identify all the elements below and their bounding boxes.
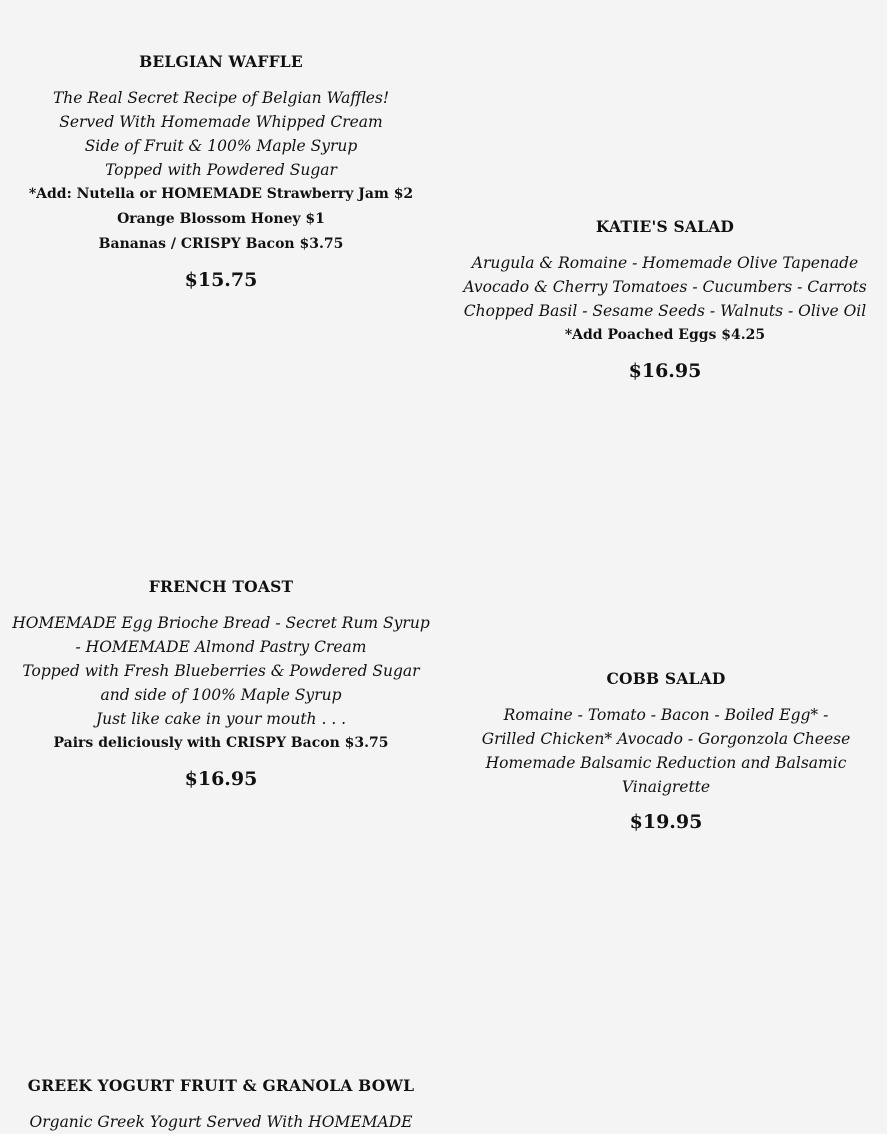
menu-item-katies-salad (443, 217, 887, 384)
description-line: HOMEMADE Egg Brioche Bread - Secret Rum Syrup (12, 614, 430, 632)
menu-item-title: BELGIAN WAFFLE (139, 52, 303, 71)
menu-item-greek-yogurt-bowl (0, 1076, 442, 1134)
menu-item-price: $15.75 (184, 269, 258, 291)
description-line: Arugula & Romaine - Homemade Olive Tapenade (471, 254, 859, 272)
description-line: Side of Fruit & 100% Maple Syrup (84, 137, 358, 155)
description-line: Topped with Fresh Blueberries & Powdered Sugar (22, 662, 420, 680)
menu-item-title: COBB SALAD (606, 669, 726, 688)
addon-line: *Add: Nutella or HOMEMADE Strawberry Jam $2 (28, 186, 414, 202)
menu-item-cobb-salad (480, 669, 852, 835)
description-line: Chopped Basil - Sesame Seeds - Walnuts - Olive Oil (463, 302, 867, 320)
menu-item-description (0, 1110, 442, 1134)
menu-item-french-toast (0, 577, 442, 792)
menu-item-description (480, 703, 852, 799)
description-line: Just like cake in your mouth . . . (95, 710, 347, 728)
description-line: and side of 100% Maple Syrup (100, 686, 342, 704)
menu-item-title: GREEK YOGURT FRUIT & GRANOLA BOWL (27, 1076, 415, 1095)
menu-item-price: $16.95 (184, 768, 258, 790)
description-line: Topped with Powdered Sugar (105, 161, 337, 179)
menu-item-title: FRENCH TOAST (148, 577, 294, 596)
menu-item-price: $16.95 (628, 360, 702, 382)
description-line: Organic Greek Yogurt Served With HOMEMADE (29, 1113, 413, 1131)
menu-item-description (0, 611, 442, 756)
addon-line: Pairs deliciously with CRISPY Bacon $3.75 (53, 735, 389, 751)
menu-item-price: $19.95 (629, 811, 703, 833)
menu-item-description (0, 86, 442, 257)
description-line: Served With Homemade Whipped Cream (59, 113, 383, 131)
description-line: - HOMEMADE Almond Pastry Cream (75, 638, 367, 656)
addon-line: Orange Blossom Honey $1 (117, 211, 325, 227)
description-text: Romaine - Tomato - Bacon - Boiled Egg* - Grilled Chicken* Avocado - Gorgonzola Cheese Homemade Balsamic Reduction and Balsamic Vinaigrette (481, 706, 851, 796)
addon-line: *Add Poached Eggs $4.25 (564, 327, 766, 343)
menu-item-title: KATIE'S SALAD (595, 217, 735, 236)
addon-line: Bananas / CRISPY Bacon $3.75 (98, 236, 344, 252)
description-line: The Real Secret Recipe of Belgian Waffles! (52, 89, 390, 107)
menu-item-description (443, 251, 887, 348)
description-line: Avocado & Cherry Tomatoes - Cucumbers - Carrots (463, 278, 867, 296)
menu-item-belgian-waffle (0, 52, 442, 293)
